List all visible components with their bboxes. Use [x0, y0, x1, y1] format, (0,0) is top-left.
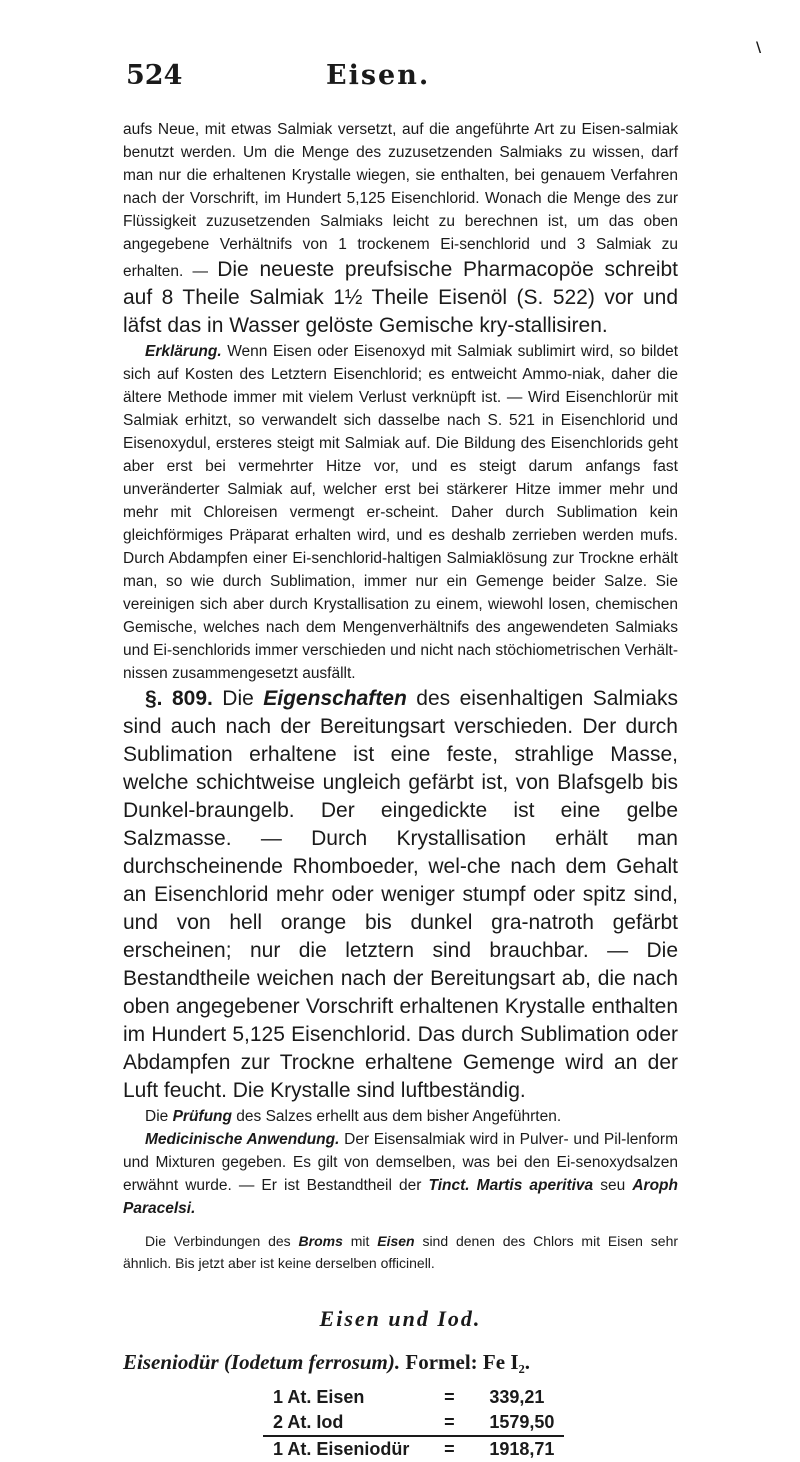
- paragraph-testing: [123, 1105, 678, 1128]
- tincture-name: Tinct. Martis aperitiva: [428, 1177, 594, 1194]
- paragraph-text: Die: [222, 687, 254, 710]
- formula-table: [263, 1385, 564, 1462]
- testing-label: Prüfung: [172, 1108, 232, 1125]
- paragraph-medical-use: [123, 1128, 678, 1220]
- formula-equals: =: [444, 1412, 455, 1432]
- page-body: [123, 118, 678, 1462]
- bromine-label: Broms: [298, 1233, 343, 1249]
- paragraph-bromine-note: [123, 1230, 678, 1274]
- formula-value: 1579,50: [489, 1412, 555, 1432]
- running-title: Eisen.: [326, 60, 431, 91]
- page-number: 524: [126, 60, 183, 91]
- paragraph-text: aufs Neue, mit etwas Salmiak versetzt, auf die angeführte Art zu Eisen-salmiak benutzt werden. Um die Menge des zuzusetzenden Salmiaks zu wissen, darf man nur die erhaltenen Krystalle wiegen, sie enthalten, bei genauem Verfahren nach der Vorschrift, im Hundert 5,125 Eisenchlorid. Wonach die Menge des zur Flüssigkeit zuzusetzenden Salmiaks leicht zu berechnen ist, um das oben angegebene Verhältnifs von 1 trockenem Ei-senchlorid und 3 Salmiak zu erhalten. —: [123, 121, 678, 280]
- paragraph-properties: [123, 685, 678, 1105]
- formula-qty: 2 At. Iod: [273, 1412, 344, 1432]
- paragraph-pharmacopoeia-note: Die neueste preufsische Pharmacopöe schreibt auf 8 Theile Salmiak 1½ Theile Eisenöl (S. 522) vor und läfst das in Wasser gelöste Gemische kry-stallisiren.: [123, 258, 678, 337]
- formula-equals: =: [419, 1436, 479, 1462]
- paragraph-text: Wenn Eisen oder Eisenoxyd mit Salmiak sublimirt wird, so bildet sich auf Kosten des Letztern Eisenchlorid; es entweicht Ammo-niak, daher die ältere Methode immer mit vielem Verlust verknüpft ist. — Wird Eisenchlorür mit Salmiak erhitzt, so verwandelt sich dasselbe nach S. 521 in Eisenchlorid und Eisenoxydul, ersteres steigt mit Salmiak auf. Die Bildung des Eisenchlorids geht aber erst bei vermehrter Hitze vor, und es steigt darum anfangs fast unveränderter Salmiak auf, welcher erst bei stärkerer Hitze immer mehr und mehr mit Chloreisen vermengt er-scheint. Daher durch Sublimation kein gleichförmiges Präparat erhalten wird, und es deshalb zerrieben werden mufs. Durch Abdampfen einer Ei-senchlorid-haltigen Salmiaklösung zur Trockne erhält man, so wie durch Sublimation, immer nur ein Gemenge beider Salze. Sie vereinigen sich aber durch Krystallisation zu einem, wiewohl losen, chemischen Gemische, welches nach dem Mengenverhältnifs des angewendeten Salmiaks und Ei-senchlorids immer verschieden und nicht nach stöchiometrischen Verhält-nissen zusammengesetzt ausfällt.: [123, 343, 679, 682]
- paragraph-text: Die: [145, 1108, 169, 1125]
- page-mark: \: [756, 40, 762, 56]
- paragraph-text: des Salzes erhellt aus dem bisher Angeführten.: [236, 1108, 562, 1125]
- formula-equals: =: [444, 1387, 455, 1407]
- paragraph-text: Die Verbindungen des: [145, 1233, 291, 1249]
- formula-value: 1918,71: [479, 1436, 564, 1462]
- aroph-name: Aroph Paracelsi.: [123, 1177, 678, 1217]
- formula-row: [263, 1385, 564, 1410]
- formula-row: [263, 1410, 564, 1436]
- paragraph-text: mit: [350, 1233, 370, 1249]
- formula-total-row: [263, 1436, 564, 1462]
- explanation-label: Erklärung.: [145, 343, 222, 360]
- medical-use-label: Medicinische Anwendung.: [145, 1131, 340, 1148]
- properties-label: Eigenschaften: [263, 687, 407, 710]
- compound-formula: Formel: Fe I₂.: [405, 1350, 531, 1374]
- iron-label: Eisen: [377, 1233, 415, 1249]
- section-number: §. 809.: [145, 687, 213, 710]
- paragraph-text: sind denen des Chlors mit Eisen sehr ähnlich. Bis jetzt aber ist keine derselben officinell.: [123, 1233, 679, 1271]
- compound-title: [123, 1350, 678, 1375]
- formula-qty: 1 At. Eiseniodür: [263, 1436, 419, 1462]
- compound-name: Eiseniodür (Iodetum ferrosum).: [123, 1350, 401, 1374]
- page-header: [126, 40, 762, 100]
- paragraph-text: des eisenhaltigen Salmiaks sind auch nach der Bereitungsart verschieden. Der durch Sublimation erhaltene ist eine feste, strahlige Masse, welche schichtweise ungleich gefärbt ist, von Blafsgelb bis Dunkel-braungelb. Der eingedickte ist eine gelbe Salzmasse. — Durch Krystallisation erhält man durchscheinende Rhomboeder, wel-che nach dem Gehalt an Eisenchlorid mehr oder weniger stumpf oder spitz sind, und von hell orange bis dunkel gra-natroth gefärbt erscheinen; nur die letztern sind brauchbar. — Die Bestandtheile weichen nach der Bereitungsart ab, die nach oben angegebener Vorschrift erhaltenen Krystalle enthalten im Hundert 5,125 Eisenchlorid. Das durch Sublimation oder Abdampfen zur Trockne erhaltene Gemenge wird an der Luft feucht. Die Krystalle sind luftbeständig.: [123, 687, 678, 1102]
- paragraph-explanation: [123, 340, 678, 685]
- section-heading: Eisen und Iod.: [319, 1306, 482, 1331]
- formula-qty: 1 At. Eisen: [273, 1387, 365, 1407]
- formula-value: 339,21: [489, 1387, 545, 1407]
- paragraph-text: seu: [600, 1177, 626, 1194]
- paragraph-text: Der Eisensalmiak wird in Pulver- und Pil-lenform und Mixturen gegeben. Es gilt von demselben, was bei den Ei-senoxydsalzen erwähnt wurde. — Er ist Bestandtheil der: [123, 1131, 679, 1194]
- paragraph-preparation: [123, 118, 678, 340]
